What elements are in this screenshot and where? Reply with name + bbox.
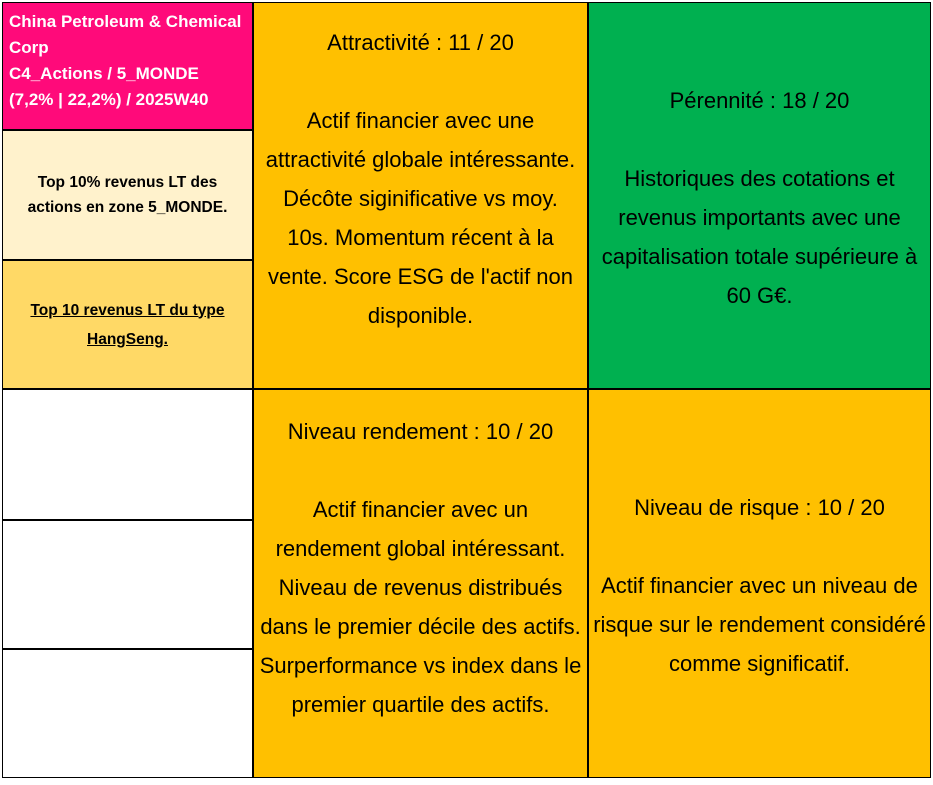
risque-panel [588,389,931,778]
perennite-description: Historiques des cotations et revenus importants avec une capitalisation totale supérieure à 60 G€. [601,166,918,308]
rendement-description: Actif financier avec un rendement global intéressant. Niveau de revenus distribués dans le premier décile des actifs. Surperformance vs index dans le premier quartile des actifs. [259,497,582,717]
risque-score: Niveau de risque : 10 / 20 [634,495,885,520]
attractivite-panel [253,2,588,389]
rendement-score: Niveau rendement : 10 / 20 [287,419,554,444]
empty-cell-2 [2,520,253,649]
top10-percent-badge [2,130,253,260]
empty-cell-3 [2,649,253,778]
attractivite-description: Actif financier avec une attractivité globale intéressante. Décôte siginificative vs moy. 10s. Momentum récent à la vente. Score ESG de l'actif non disponible. [265,108,576,328]
perennite-score: Pérennité : 18 / 20 [669,88,850,113]
rendement-panel [253,389,588,778]
asset-stats: (7,2% | 22,2%) / 2025W40 [9,90,209,109]
empty-cell-1 [2,389,253,520]
attractivite-score: Attractivité : 11 / 20 [327,30,514,55]
top10-percent-text: Top 10% revenus LT des actions en zone 5_MONDE. [27,174,228,216]
top10-type-badge[interactable] [2,260,253,389]
top10-type-link[interactable]: Top 10 revenus LT du type HangSeng. [30,301,225,348]
asset-header [2,2,253,130]
risque-description: Actif financier avec un niveau de risque sur le rendement considéré comme significatif. [593,573,926,676]
asset-category: C4_Actions / 5_MONDE [9,64,199,83]
company-name-line2: Corp [9,38,49,57]
perennite-panel [588,2,931,389]
company-name-line1: China Petroleum & Chemical [9,12,242,31]
